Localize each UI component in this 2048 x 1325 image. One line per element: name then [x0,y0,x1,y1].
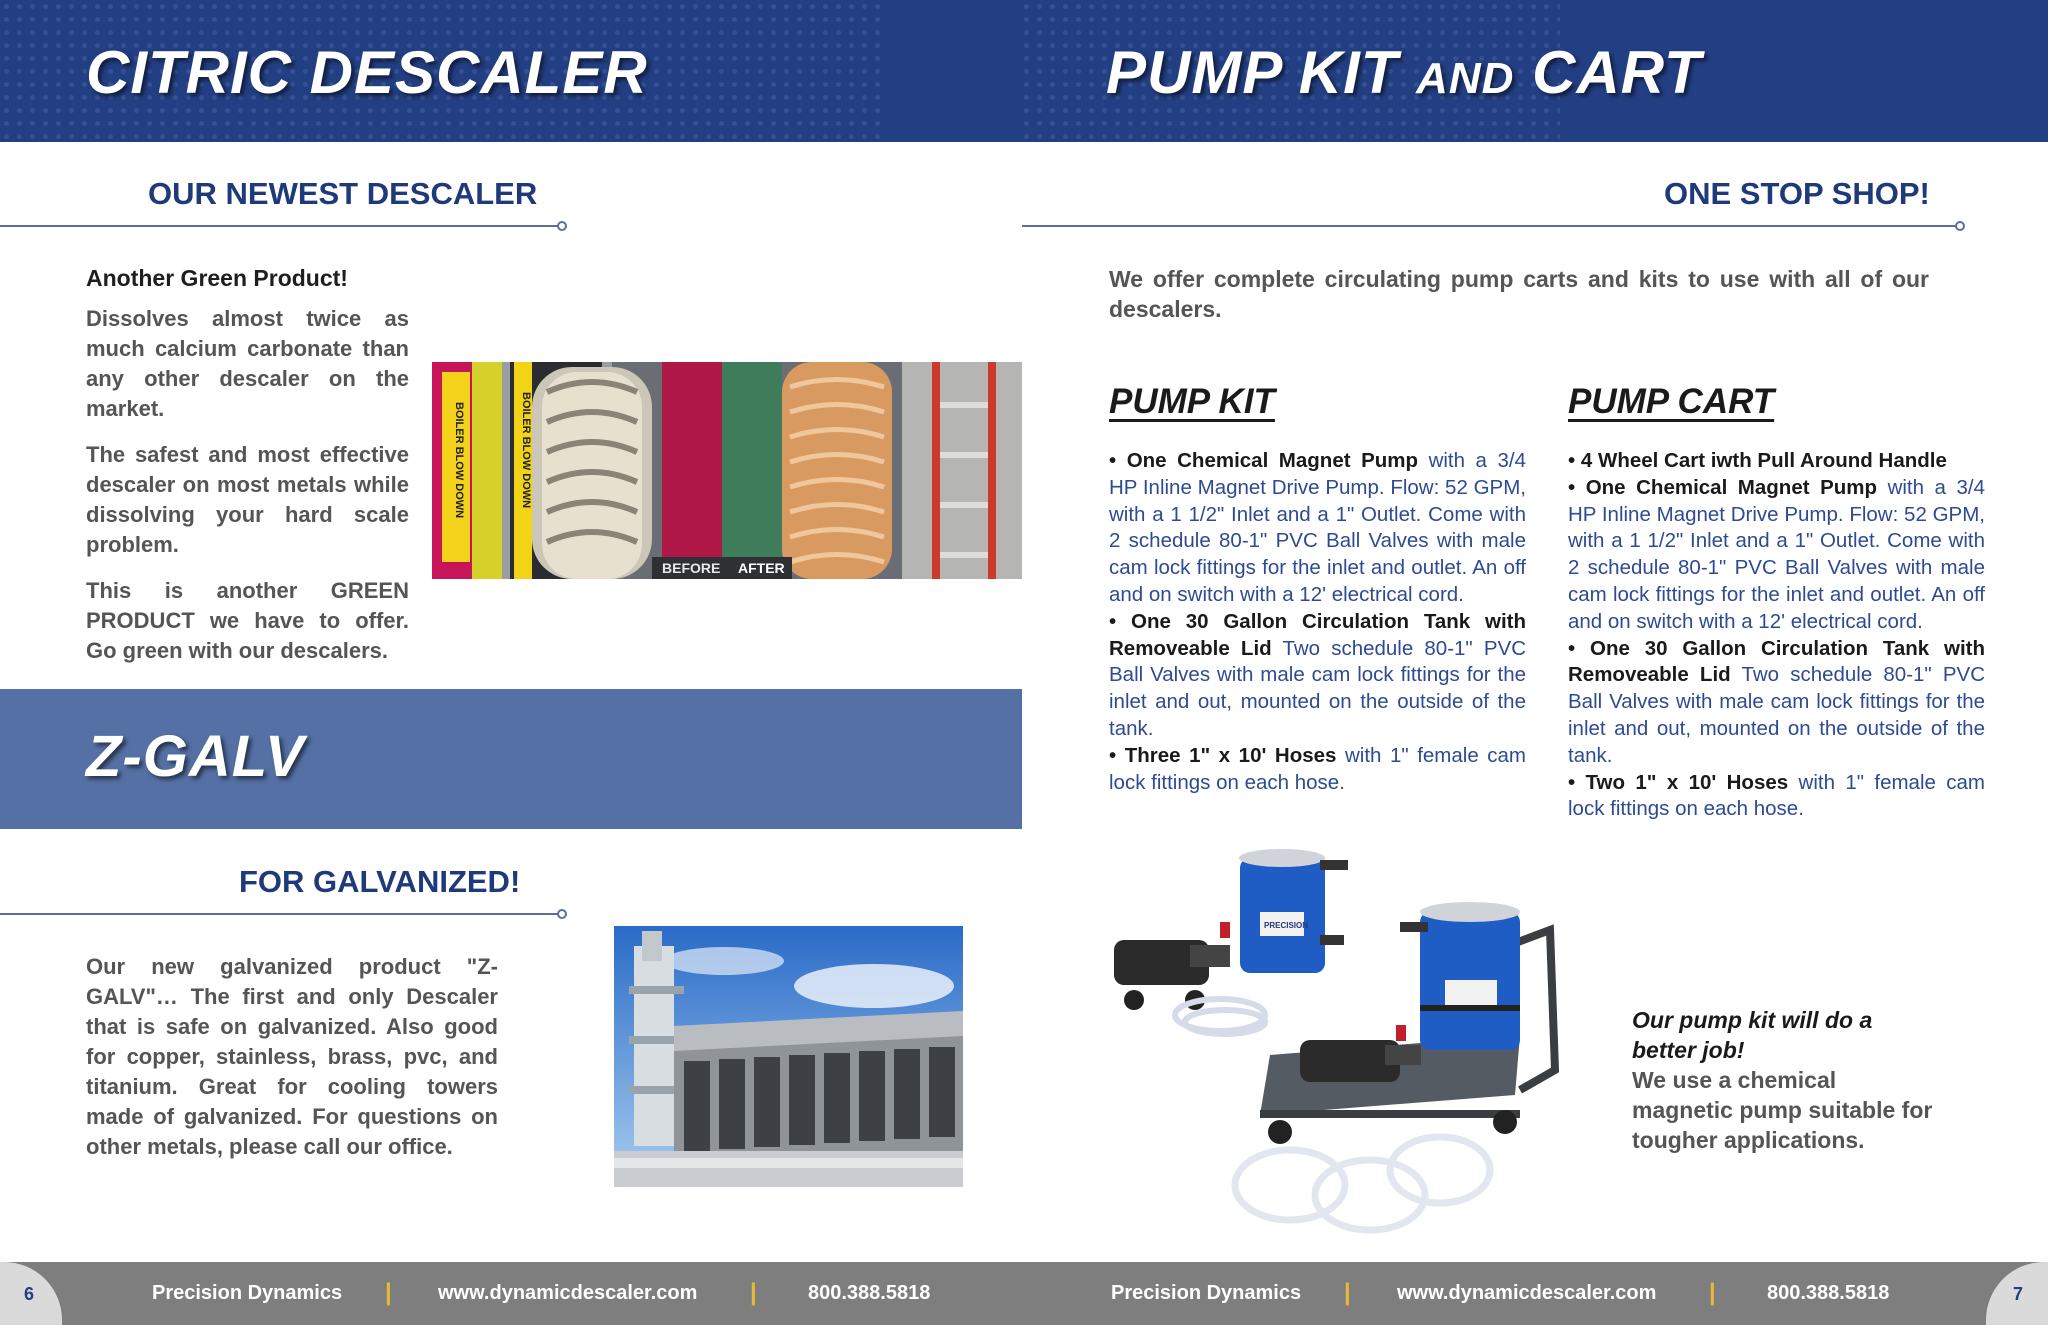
lead-green-product: Another Green Product! [86,265,348,291]
spec-item: • One 30 Gallon Circulation Tank with Removeable Lid Two schedule 80-1" PVC Ball Valves with male cam lock fittings for the inlet and out, mounted on the outside of the tank. [1109,609,1526,740]
pipe-label-1: BOILER BLOW DOWN [453,402,465,519]
paragraph: The safest and most effective descaler on most metals while dissolving your hard scale problem. [86,442,409,557]
page-number-right: 7 [2013,1284,2024,1304]
paragraph: Dissolves almost twice as much calcium carbonate than any other descaler on the market. [86,306,409,421]
spec-item: • Three 1" x 10' Hoses with 1" female cam lock fittings on each hose. [1109,743,1526,794]
heading-rule [0,225,560,227]
spec-item: • One 30 Gallon Circulation Tank with Removeable Lid Two schedule 80-1" PVC Ball Valves with male cam lock fittings for the inlet and out, mounted on the outside of the tank. [1568,636,1985,767]
footer-separator: | [385,1279,392,1306]
spec-item: • 4 Wheel Cart iwth Pull Around Handle [1568,449,1947,472]
footer-website-link[interactable]: www.dynamicdescaler.com [438,1282,698,1304]
cooling-tower-photo [614,926,963,1187]
left-page-title: CITRIC DESCALER [86,39,648,106]
title-part-2: CART [1532,39,1702,106]
title-part-1: PUMP KIT [1106,39,1399,106]
before-after-photo [432,362,1022,579]
pump-cart-title: PUMP CART [1568,382,1775,421]
footer-company: Precision Dynamics [152,1282,343,1304]
right-page-title [1106,38,1702,107]
pipe-label-2: BOILER BLOW DOWN [520,392,532,509]
zgalv-description: Our new galvanized product "Z-GALV"… The first and only Descaler that is safe on galvanized. Also good for copper, stainless, brass, pvc, and titanium. Great for cooling towers made of galvanized. For questions on other metals, please call our office. [86,954,498,1159]
promo-callout [1632,1005,1942,1155]
section-heading-galvanized: FOR GALVANIZED! [239,864,521,899]
pump-kit-cart-photo [1100,840,1570,1255]
footer-phone: 800.388.5818 [808,1282,931,1304]
promo-text: We use a chemical magnetic pump suitable for tougher applications. [1632,1067,1933,1153]
page-number-left: 6 [24,1284,35,1304]
footer-bar [0,1262,2048,1325]
kit-hoses [1175,999,1265,1034]
scaled-coil [532,367,652,579]
pump-kit-specs [1109,448,1526,796]
barrel-label: PRECISION [1264,921,1309,930]
zgalv-title: Z-GALV [86,724,305,789]
footer-website-link[interactable]: www.dynamicdescaler.com [1397,1282,1657,1304]
kit-barrel [1239,849,1348,973]
cart-hoses [1235,1137,1490,1230]
spec-item: • Two 1" x 10' Hoses with 1" female cam lock fittings on each hose. [1568,770,1985,821]
footer-company: Precision Dynamics [1111,1282,1302,1304]
footer-separator: | [1344,1279,1351,1306]
intro-text: We offer complete circulating pump carts and kits to use with all of our descalers. [1109,266,1929,322]
cart-barrel [1400,902,1520,1050]
title-and: AND [1416,54,1515,103]
pump-kit-title: PUMP KIT [1109,382,1275,421]
descaler-description [86,304,409,682]
after-label: AFTER [738,560,785,576]
pump-cart-specs [1568,448,1985,823]
footer-separator: | [1709,1279,1716,1306]
paragraph: This is another GREEN PRODUCT we have to offer. Go green with our descalers. [86,578,409,663]
section-heading-one-stop: ONE STOP SHOP! [1664,176,1930,211]
clean-coil [782,362,892,579]
spec-item: • One Chemical Magnet Pump with a 3/4 HP Inline Magnet Drive Pump. Flow: 52 GPM, with a 1 1/2" Inlet and a 1" Outlet. Come with 2 schedule 80-1" PVC Ball Valves with male cam lock fittings for the inlet and outlet. An off and on switch with a 12' electrical cord. [1568,475,1985,633]
footer-phone: 800.388.5818 [1767,1282,1890,1304]
section-heading-newest: OUR NEWEST DESCALER [148,176,538,211]
heading-rule [0,913,560,915]
heading-rule [1022,225,1958,227]
before-label: BEFORE [662,560,721,576]
promo-headline: Our pump kit will do a better job! [1632,1007,1873,1063]
spec-item: • One Chemical Magnet Pump with a 3/4 HP Inline Magnet Drive Pump. Flow: 52 GPM, with a 1 1/2" Inlet and a 1" Outlet. Come with 2 schedule 80-1" PVC Ball Valves with male cam lock fittings for the inlet and outlet. An off and on switch with a 12' electrical cord. [1109,449,1526,606]
footer-separator: | [750,1279,757,1306]
